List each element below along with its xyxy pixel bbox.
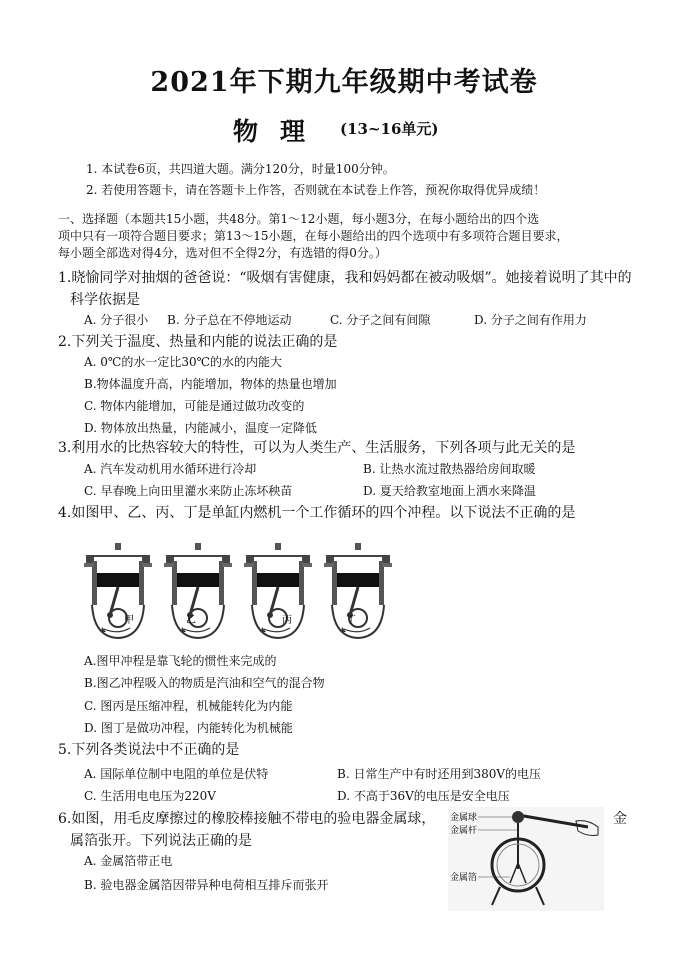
q3-stem: 3.利用水的比热容较大的特性，可以为人类生产、生活服务，下列各项与此无关的是 <box>58 440 576 456</box>
engine-stroke-yi <box>164 543 232 638</box>
engine-stroke-jia <box>84 543 152 638</box>
q5-option-b: B. 日常生产中有时还用到380V的电压 <box>337 767 542 781</box>
q4-option-c: C. 图丙是压缩冲程，机械能转化为内能 <box>84 699 293 713</box>
q6-stem: 6.如图，用毛皮摩擦过的橡胶棒接触不带电的验电器金属球， <box>58 811 436 827</box>
electroscope-figure <box>448 807 604 911</box>
q3-option-d: D. 夏天给教室地面上洒水来降温 <box>363 484 536 498</box>
q1-option-c: C. 分子之间有间隙 <box>330 313 431 327</box>
q4-option-b: B.图乙冲程吸入的物质是汽油和空气的混合物 <box>84 676 325 690</box>
engine-label-ding: 丁 <box>346 615 356 626</box>
q1-option-a: A. 分子很小 <box>84 313 149 327</box>
q2-option-d: D. 物体放出热量，内能减小，温度一定降低 <box>84 421 317 435</box>
q2-option-b: B.物体温度升高，内能增加，物体的热量也增加 <box>84 377 337 391</box>
electroscope-label-rod: 金属杆 <box>450 826 478 836</box>
note-1: 1. 本试卷6页，共四道大题。满分120分，时量100分钟。 <box>86 162 395 176</box>
exam-title: 2021年下期九年级期中考试卷 <box>150 67 538 98</box>
q6-option-b: B. 验电器金属箔因带异种电荷相互排斥而张开 <box>84 878 329 892</box>
q2-option-c: C. 物体内能增加，可能是通过做功改变的 <box>84 399 305 413</box>
q5-option-a: A. 国际单位制中电阻的单位是伏特 <box>84 767 269 781</box>
electroscope-label-ball: 金属球 <box>450 813 478 823</box>
q1-stem: 1.晓愉同学对抽烟的爸爸说：“吸烟有害健康，我和妈妈都在被动吸烟”。她接着说明了其中的 <box>58 270 632 286</box>
engine-label-jia: 甲 <box>124 615 134 626</box>
q6-stem-cont: 属箔张开。下列说法正确的是 <box>70 833 252 849</box>
note-2: 2. 若使用答题卡，请在答题卡上作答，否则就在本试卷上作答，预祝你取得优异成绩！ <box>86 183 546 197</box>
engine-strokes-figure <box>84 543 404 643</box>
unit-range: (13~16单元) <box>340 120 439 138</box>
q5-option-d: D. 不高于36V的电压是安全电压 <box>337 789 510 803</box>
engine-label-yi: 乙 <box>186 615 196 626</box>
q4-option-a: A.图甲冲程是靠飞轮的惯性来完成的 <box>84 654 277 668</box>
subject-title: 物理 <box>233 117 328 146</box>
q1-stem-cont: 科学依据是 <box>70 292 140 308</box>
q3-option-b: B. 让热水流过散热器给房间取暖 <box>363 462 536 476</box>
q1-option-d: D. 分子之间有作用力 <box>474 313 587 327</box>
q3-option-a: A. 汽车发动机用水循环进行冷却 <box>84 462 257 476</box>
q4-stem: 4.如图甲、乙、丙、丁是单缸内燃机一个工作循环的四个冲程。以下说法不正确的是 <box>58 505 576 521</box>
electroscope-label-foil: 金属箔 <box>450 873 478 883</box>
q6-stem-end: 金 <box>613 811 627 827</box>
engine-stroke-bing <box>244 543 312 638</box>
section-instruction-line-1: 一、选择题（本题共15小题，共48分。第1～12小题，每小题3分，在每小题给出的四个选 <box>58 212 540 226</box>
q5-option-c: C. 生活用电电压为220V <box>84 789 216 803</box>
section-instruction-line-2: 项中只有一项符合题目要求；第13～15小题，在每小题给出的四个选项中有多项符合题目要求， <box>58 229 569 243</box>
q5-stem: 5.下列各类说法中不正确的是 <box>58 742 240 758</box>
engine-stroke-ding <box>324 543 392 638</box>
q6-option-a: A. 金属箔带正电 <box>84 854 173 868</box>
q2-option-a: A. 0℃的水一定比30℃的水的内能大 <box>84 355 283 369</box>
q2-stem: 2.下列关于温度、热量和内能的说法正确的是 <box>58 334 338 350</box>
q3-option-c: C. 早春晚上向田里灌水来防止冻坏秧苗 <box>84 484 293 498</box>
section-instruction-line-3: 每小题全部选对得4分，选对但不全得2分，有选错的得0分。） <box>58 246 387 260</box>
q4-option-d: D. 图丁是做功冲程，内能转化为机械能 <box>84 721 293 735</box>
q1-option-b: B. 分子总在不停地运动 <box>167 313 292 327</box>
engine-label-bing: 丙 <box>282 615 292 626</box>
